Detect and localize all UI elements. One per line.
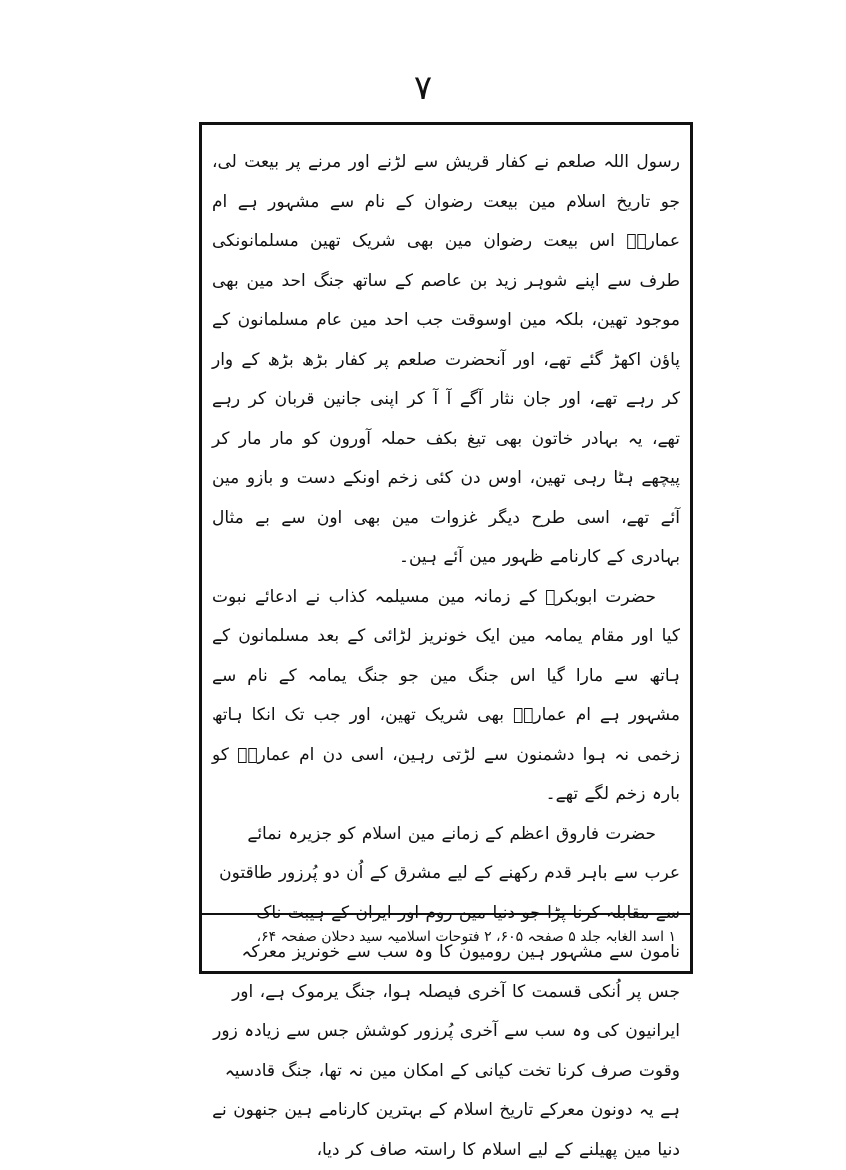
footnote: ۱ اسد الغابہ جلد ۵ صفحہ ۶۰۵، ۲ فتوحات اسلامیہ سید دحلان صفحہ ۶۴،	[216, 925, 676, 949]
footnote-divider	[202, 913, 690, 915]
page-number: ۷	[0, 68, 846, 108]
body-text	[212, 143, 680, 1170]
text-frame	[199, 122, 693, 974]
paragraph-2: حضرت ابوبکرؓ کے زمانہ مین مسیلمہ کذاب نے ادعائے نبوت کیا اور مقام یمامہ مین ایک خونریز لڑائی کے بعد مسلمانون کے ہاتھ سے مارا گیا اس جنگ مین جو جنگ یمامہ کے نام سے مشہور ہے ام عمارہؓ بھی شریک تھین، اور جب تک انکا ہاتھ زخمی نہ ہوا دشمنون سے لڑتی رہین، اسی دن ام عمارہؓ کو بارہ زخم لگے تھے۔	[212, 578, 680, 815]
paragraph-3: حضرت فاروق اعظم کے زمانے مین اسلام کو جزیرہ نمائے عرب سے باہر قدم رکھنے کے لیے مشرق کے اُن دو پُرزور طاقتون سے مقابلہ کرنا پڑا جو دنیا مین روم اور ایران کے ہیبت ناک نامون سے مشہور ہین رومیون کا وہ سب سے خونریز معرکہ جس پر اُنکی قسمت کا آخری فیصلہ ہوا، جنگ یرموک ہے، اور ایرانیون کی وہ سب سے آخری پُرزور کوشش جس سے زیادہ زور وقوت صرف کرنا تخت کیانی کے امکان مین نہ تھا، جنگ قادسیہ ہے یہ دونون معرکے تاریخ اسلام کے بہترین کارنامے ہین جنھون نے دنیا مین پھیلنے کے لیے اسلام کا راستہ صاف کر دیا،	[212, 815, 680, 1170]
paragraph-1: رسول اللہ صلعم نے کفار قریش سے لڑنے اور مرنے پر بیعت لی، جو تاریخ اسلام مین بیعت رضوان کے نام سے مشہور ہے ام عمارہؓ اس بیعت رضوان مین بھی شریک تھین مسلمانونکی طرف سے اپنے شوہر زید بن عاصم کے ساتھ جنگ احد مین بھی موجود تھین، بلکہ مین اوسوقت جب احد مین عام مسلمانون کے پاؤن اکھڑ گئے تھے، اور آنحضرت صلعم پر کفار بڑھ بڑھ کے وار کر رہے تھے، اور جان نثار آگے آ آ کر اپنی جانین قربان کر رہے تھے، یہ بہادر خاتون بھی تیغ بکف حملہ آورون کو مار مار کر پیچھے ہٹا رہی تھین، اوس دن کئی زخم اونکے دست و بازو مین آئے تھے، اسی طرح دیگر غزوات مین بھی اون سے بے مثال بہادری کے کارنامے ظہور مین آئے ہین۔	[212, 143, 680, 578]
